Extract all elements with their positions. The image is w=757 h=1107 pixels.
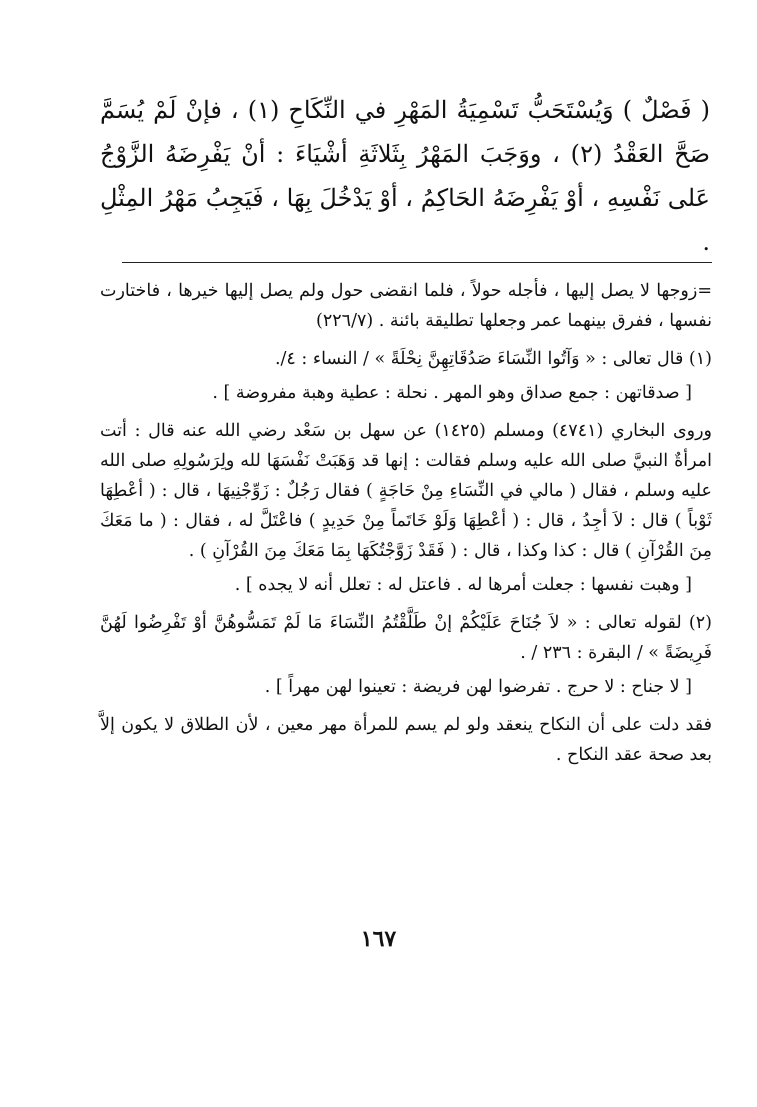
main-text: ( فَصْلٌ ) وَيُسْتَحَبُّ تَسْمِيَةُ المَهْرِ في النِّكَاحِ (١) ، فإنْ لَمْ يُسَمَّ صَحَّ العَقْدُ (٢) ، ووَجَبَ المَهْرُ بِثَلاثَةِ أشْيَاءَ : أنْ يَفْرِضَهُ الزَّوْجُ عَلى نَفْسِهِ ، أوْ يَفْرِضَهُ الحَاكِمُ ، أوْ يَدْخُلَ بِهَا ، فَيَجِبُ مَهْرُ المِثْلِ .: [100, 96, 710, 256]
footnote-1-hadith-gloss: [ وهبت نفسها : جعلت أمرها له . فاعتل له : تعلل أنه لا يجده ] .: [234, 575, 692, 595]
footnote-1-hadith: وروى البخاري (٤٧٤١) ومسلم (١٤٢٥) عن سهل بن سَعْد رضي الله عنه قال : أتت امرأةٌ النبيَّ صلى الله عليه وسلم فقالت : إنها قد وَهَبَتْ نَفْسَهَا لله ولِرَسُولِهِ صلى الله عليه وسلم ، فقال ( مالي في النِّسَاءِ مِنْ حَاجَةٍ ) فقال رَجُلٌ : زَوِّجْنِيهَا ، قال : ( أعْطِهَا ثَوْباً ) قال : لاَ أجِدُ ، قال : ( أعْطِهَا وَلَوْ خَاتَماً مِنْ حَدِيدٍ ) فاعْتَلَّ له ، فقال : ( ما مَعَكَ مِنَ القُرْآنِ ) قال : كذا وكذا ، قال : ( فَقَدْ زَوَّجْتُكَهَا بِمَا مَعَكَ مِنَ القُرْآنِ ) .: [100, 421, 712, 561]
footnotes: [100, 276, 712, 778]
footnote-divider: [122, 262, 712, 263]
footnote-2-gloss: [ لا جناح : لا حرج . تفرضوا لهن فريضة : تعينوا لهن مهراً ] .: [264, 677, 692, 697]
footnote-continuation: =زوجها لا يصل إليها ، فأجله حولاً ، فلما انقضى حول ولم يصل إليها خيرها ، فاختارت نفسها ، ففرق بينهما عمر وجعلها تطليقة بائنة . (٢٢٦/٧): [100, 281, 712, 331]
page-number: ١٦٧: [360, 926, 397, 952]
footnote-2-explanation: فقد دلت على أن النكاح ينعقد ولو لم يسم للمرأة مهر معين ، لأن الطلاق لا يكون إلاَّ بعد صحة عقد النكاح .: [100, 715, 712, 765]
footnote-2: (٢) لقوله تعالى : « لاَ جُنَاحَ عَلَيْكُمْ إنْ طَلَّقْتُمُ النِّسَاءَ مَا لَمْ تَمَسُّوهُنَّ أوْ تَفْرِضُوا لَهُنَّ فَرِيضَةً » / البقرة : ٢٣٦ / .: [100, 613, 712, 663]
footnote-1-gloss: [ صدقاتهن : جمع صداق وهو المهر . نحلة : عطية وهبة مفروضة ] .: [212, 383, 692, 403]
footnote-1: (١) قال تعالى : « وَآتُوا النِّسَاءَ صَدُقَاتِهِنَّ نِحْلَةً » / النساء : ٤/.: [274, 349, 712, 369]
